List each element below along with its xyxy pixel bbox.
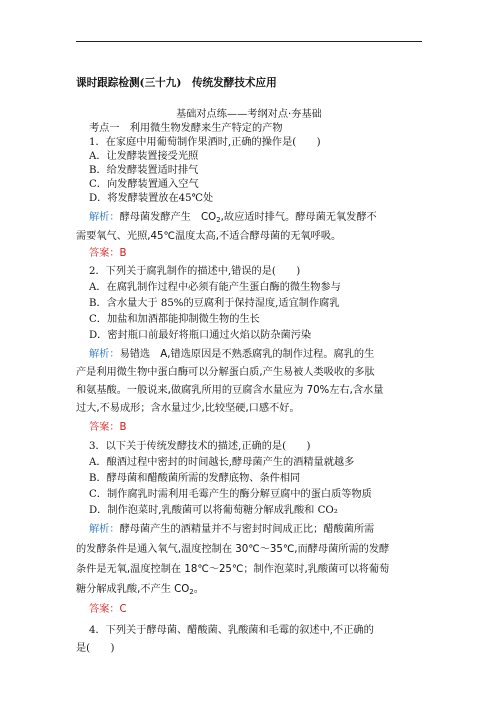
- q2-option-a: A．在腐乳制作过程中必须有能产生蛋白酶的微生物参与: [89, 282, 341, 293]
- analysis-label: 解析：: [89, 212, 120, 223]
- q1-option-b: B．给发酵装置适时排气: [89, 165, 199, 176]
- q2-analysis-line-2: 产是利用微生物中蛋白酶可以分解蛋白质,产生易被人类吸收的多肽: [76, 367, 375, 378]
- q3-option-a: A．酿酒过程中密封的时间越长,酵母菌产生的酒精量就越多: [89, 457, 355, 468]
- q3-option-b: B．酵母菌和醋酸菌所需的发酵底物、条件相同: [89, 473, 301, 484]
- q3-analysis-line-2: 的发酵条件是通入氧气,温度控制在 30℃～35℃,而酵母菌所需的发酵: [76, 544, 390, 555]
- section-heading: 基础对点练——考纲对点·夯基础: [176, 109, 322, 120]
- q3-answer: 答案：C: [89, 604, 127, 615]
- analysis-text: 酵母菌发酵产生 CO: [119, 212, 217, 223]
- analysis-text: ,故应适时排气。酵母菌无氧发酵不: [220, 212, 377, 223]
- q2-option-b: B．含水量大于 85%的豆腐利于保持湿度,适宜制作腐乳: [89, 298, 340, 309]
- q2-analysis-line-1: [89, 348, 374, 362]
- q2-analysis-line-3: 和氨基酸。一般说来,做腐乳所用的豆腐含水量应为 70%左右,含水量: [76, 385, 384, 396]
- q1-answer: 答案：B: [89, 248, 127, 259]
- q2-stem: 2．下列关于腐乳制作的描述中,错误的是( ): [89, 266, 301, 277]
- q2-answer: 答案：B: [89, 422, 127, 433]
- q3-option-c: C．制作腐乳时需利用毛霉产生的酶分解豆腐中的蛋白质等物质: [89, 489, 372, 500]
- q3-stem: 3．以下关于传统发酵技术的描述,正确的是( ): [89, 441, 311, 452]
- q3-option-d: D．制作泡菜时,乳酸菌可以将葡萄糖分解成乳酸和 CO₂: [89, 505, 338, 516]
- q2-option-d: D．密封瓶口前最好将瓶口通过火焰以防杂菌污染: [89, 330, 312, 341]
- header-rule: [76, 41, 422, 42]
- topic-heading: 考点一 利用微生物发酵来生产特定的产物: [89, 123, 283, 134]
- q3-analysis-line-1: [89, 523, 374, 537]
- analysis-label: 解析：: [89, 524, 120, 535]
- q4-stem-line-2: 是( ): [76, 643, 115, 654]
- q1-option-c: C．向发酵装置通入空气: [89, 179, 199, 190]
- page-title: 课时跟踪检测(三十九) 传统发酵技术应用: [76, 77, 277, 89]
- q2-option-c: C．加盐和加酒都能抑制微生物的生长: [89, 314, 260, 325]
- q1-analysis-line-2: 需要氧气、光照,45℃温度太高,不适合酵母菌的无氧呼吸。: [76, 231, 342, 242]
- analysis-text: 易错选 A,错选原因是不熟悉腐乳的制作过程。腐乳的生: [119, 349, 375, 360]
- q1-option-a: A．让发酵装置接受光照: [89, 151, 199, 162]
- analysis-label: 解析：: [89, 349, 120, 360]
- q4-stem-line-1: 4．下列关于酵母菌、醋酸菌、乳酸菌和毛霉的叙述中,不正确的: [89, 625, 374, 636]
- q3-analysis-line-4: [76, 583, 204, 599]
- analysis-text: 酵母菌产生的酒精量并不与密封时间成正比；醋酸菌所需: [119, 524, 375, 535]
- q1-option-d: D．将发酵装置放在45℃处: [89, 193, 214, 204]
- q3-analysis-line-3: 条件是无氧,温度控制在 18℃～25℃；制作泡菜时,乳酸菌可以将葡萄: [76, 564, 390, 575]
- subscript: 2: [216, 216, 221, 224]
- q1-analysis-line-1: [89, 211, 377, 227]
- subscript: 2: [189, 588, 194, 596]
- q2-analysis-line-4: 过大,不易成形；含水量过少,比较坚硬,口感不好。: [76, 403, 300, 414]
- q1-stem: 1．在家庭中用葡萄制作果酒时,正确的操作是( ): [89, 137, 321, 148]
- analysis-text: 糖分解成乳酸,不产生 CO: [76, 584, 190, 595]
- analysis-text: 。: [193, 584, 204, 595]
